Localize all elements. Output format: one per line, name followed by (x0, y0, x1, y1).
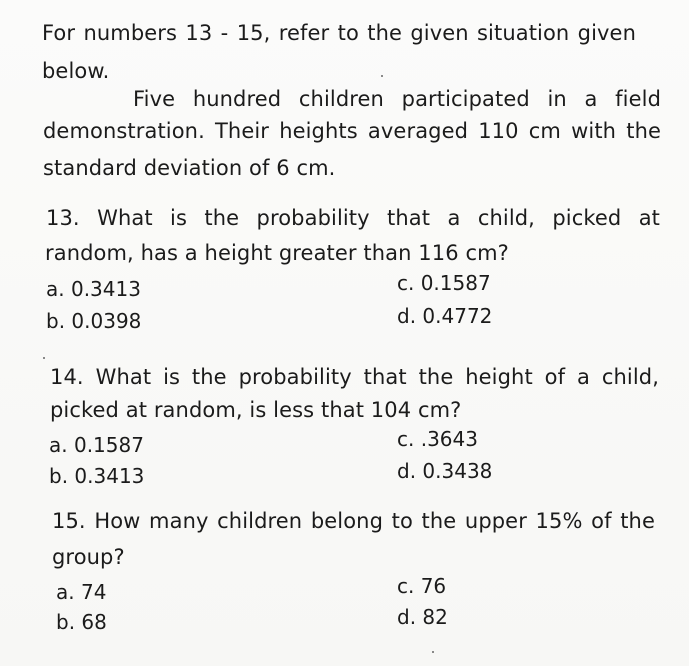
question-13-option-d: d. 0.4772 (397, 304, 493, 328)
intro-line-2: below. (42, 59, 110, 83)
question-15-option-c: c. 76 (397, 574, 447, 598)
question-14-option-d: d. 0.3438 (397, 459, 493, 483)
intro-line-4: demonstration. Their heights averaged 110 cm with the (43, 119, 661, 143)
question-14-line-2: picked at random, is less that 104 cm? (50, 398, 462, 422)
question-13-option-a: a. 0.3413 (46, 277, 141, 301)
question-14-option-a: a. 0.1587 (49, 433, 144, 457)
question-13-option-c: c. 0.1587 (397, 271, 491, 295)
question-14-option-c: c. .3643 (397, 427, 478, 451)
question-13-option-b: b. 0.0398 (46, 309, 142, 333)
question-14-line-1: 14. What is the probability that the height of a child, (50, 365, 659, 389)
scan-speck (381, 75, 383, 77)
question-15-option-b: b. 68 (56, 610, 107, 634)
question-15-option-d: d. 82 (397, 605, 448, 629)
intro-line-5: standard deviation of 6 cm. (43, 156, 336, 180)
question-15-line-2: group? (52, 545, 125, 569)
intro-line-1: For numbers 13 - 15, refer to the given situation given (42, 21, 636, 45)
question-14-option-b: b. 0.3413 (49, 464, 145, 488)
question-13-line-1: 13. What is the probability that a child, picked at (46, 206, 660, 230)
intro-line-3: Five hundred children participated in a field (133, 87, 661, 111)
question-13-line-2: random, has a height greater than 116 cm? (45, 241, 509, 265)
question-15-option-a: a. 74 (56, 580, 107, 604)
question-15-line-1: 15. How many children belong to the upper 15% of the (52, 509, 655, 533)
scan-speck (43, 357, 45, 359)
scan-speck (432, 651, 434, 653)
